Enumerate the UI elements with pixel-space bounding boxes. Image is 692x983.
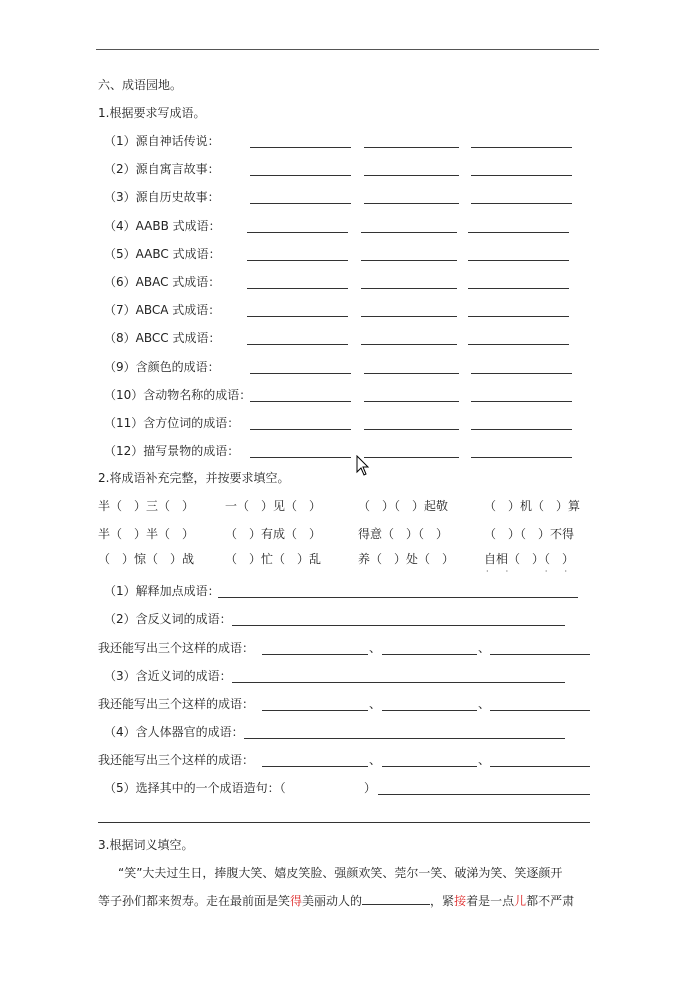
q1-answer-blank[interactable] [468,232,569,233]
text-run: ，紧 [430,894,455,908]
q1-answer-blank[interactable] [250,175,351,176]
q1-answer-blank[interactable] [364,175,459,176]
q1-answer-blank[interactable] [471,457,572,458]
q1-title: 1.根据要求写成语。 [98,106,206,120]
q2-title: 2.将成语补充完整，并按要求填空。 [98,471,290,485]
q1-answer-blank[interactable] [361,260,457,261]
q1-answer-blank[interactable] [364,203,459,204]
q2-more-blank[interactable] [262,654,368,655]
q1-answer-blank[interactable] [247,288,348,289]
comma: 、 [369,641,382,655]
q1-item-label: （2）源自寓言故事： [104,162,220,176]
q2-more-blank[interactable] [382,766,477,767]
q1-answer-blank[interactable] [250,147,351,148]
q1-item-label: （7）ABCA 式成语： [104,303,221,317]
q1-answer-blank[interactable] [364,401,459,402]
comma: 、 [478,641,491,655]
q2-sub5-sentence-line-2[interactable] [98,822,590,823]
q2-sub5-label: （5）选择其中的一个成语造句：（ [104,781,286,795]
idiom-fill-item[interactable]: 自相（ ）（ ） [484,552,575,566]
emphasis-dots: · · · · [486,567,572,576]
q2-more-blank[interactable] [262,766,368,767]
comma: 、 [369,697,382,711]
text-run: 都不严肃 [526,894,575,908]
q1-item-label: （4）AABB 式成语： [104,219,221,233]
idiom-fill-item[interactable]: 半（ ）三（ ） [98,499,195,513]
q2-more-blank[interactable] [490,710,590,711]
q2-more-label: 我还能写出三个这样的成语： [98,641,255,655]
q1-answer-blank[interactable] [468,316,569,317]
q1-item-label: （12）描写景物的成语： [104,444,240,458]
q2-more-blank[interactable] [262,710,368,711]
mouse-cursor-icon [356,455,370,477]
q2-sub5-close: ） [364,781,377,795]
q1-answer-blank[interactable] [471,203,572,204]
header-rule [96,49,599,50]
q1-answer-blank[interactable] [250,373,351,374]
q2-more-blank[interactable] [382,654,477,655]
q2-sub5-sentence-line[interactable] [378,794,590,795]
q1-answer-blank[interactable] [361,288,457,289]
q1-item-label: （11）含方位词的成语： [104,416,240,430]
q2-sub1-label: （1）解释加点成语： [104,584,220,598]
q3-paragraph-line2 [98,894,574,908]
q1-answer-blank[interactable] [468,260,569,261]
q1-item-label: （3）源自历史故事： [104,190,220,204]
q1-answer-blank[interactable] [364,147,459,148]
q1-answer-blank[interactable] [250,401,351,402]
q1-answer-blank[interactable] [247,260,348,261]
q1-answer-blank[interactable] [364,457,459,458]
comma: 、 [478,697,491,711]
q1-answer-blank[interactable] [471,175,572,176]
text-run: 美丽动人的 [302,894,363,908]
q1-answer-blank[interactable] [361,344,457,345]
comma: 、 [478,753,491,767]
q1-answer-blank[interactable] [247,232,348,233]
q2-sub4-label: （4）含人体器官的成语： [104,725,244,739]
q1-answer-blank[interactable] [364,429,459,430]
highlight-char: 接 [454,894,467,908]
idiom-fill-item[interactable]: （ ）忙（ ）乱 [225,552,322,566]
q1-item-label: （5）AABC 式成语： [104,247,221,261]
q2-sub3-label: （3）含近义词的成语： [104,669,232,683]
idiom-fill-item[interactable]: （ ）惊（ ）战 [98,552,195,566]
highlight-char: 得 [290,894,303,908]
idiom-fill-item[interactable]: （ ）机（ ）算 [484,499,581,513]
q1-answer-blank[interactable] [364,373,459,374]
q3-blank[interactable] [362,894,430,905]
q2-more-label: 我还能写出三个这样的成语： [98,753,255,767]
q2-sub2-label: （2）含反义词的成语： [104,612,232,626]
q1-answer-blank[interactable] [247,344,348,345]
q1-answer-blank[interactable] [471,429,572,430]
idiom-fill-item[interactable]: （ ）有成（ ） [225,527,322,541]
q2-more-blank[interactable] [382,710,477,711]
q1-answer-blank[interactable] [468,344,569,345]
q1-answer-blank[interactable] [468,288,569,289]
q1-answer-blank[interactable] [250,203,351,204]
q2-sub2-answer-line[interactable] [232,625,565,626]
q1-answer-blank[interactable] [471,373,572,374]
q2-more-blank[interactable] [490,654,590,655]
highlight-char: 儿 [514,894,527,908]
idiom-fill-item[interactable]: （ ）（ ）不得 [484,527,575,541]
q1-item-label: （8）ABCC 式成语： [104,331,221,345]
q1-answer-blank[interactable] [471,401,572,402]
q1-answer-blank[interactable] [250,457,351,458]
q3-paragraph-line1: “笑”大夫过生日，捧腹大笑、嬉皮笑脸、强颜欢笑、莞尔一笑、破涕为笑、笑逐颜开 [118,866,563,880]
q2-sub4-answer-line[interactable] [244,738,565,739]
idiom-fill-item[interactable]: 一（ ）见（ ） [225,499,322,513]
q1-answer-blank[interactable] [250,429,351,430]
q2-more-blank[interactable] [490,766,590,767]
q1-answer-blank[interactable] [247,316,348,317]
q1-answer-blank[interactable] [471,147,572,148]
comma: 、 [369,753,382,767]
q1-item-label: （9）含颜色的成语： [104,360,220,374]
section-title: 六、成语园地。 [98,78,183,92]
text-run: 着是一点 [466,894,515,908]
idiom-fill-item[interactable]: 半（ ）半（ ） [98,527,195,541]
q1-item-label: （1）源自神话传说： [104,134,220,148]
idiom-fill-item[interactable]: 得意（ ）（ ） [358,527,449,541]
q1-item-label: （10）含动物名称的成语： [104,388,252,402]
q2-more-label: 我还能写出三个这样的成语： [98,697,255,711]
idiom-fill-item[interactable]: 养（ ）处（ ） [358,552,455,566]
q2-sub3-answer-line[interactable] [232,682,565,683]
q1-answer-blank[interactable] [361,316,457,317]
q1-item-label: （6）ABAC 式成语： [104,275,221,289]
idiom-fill-item[interactable]: （ ）（ ）起敬 [358,499,449,513]
q2-sub1-answer-line[interactable] [218,597,578,598]
q1-answer-blank[interactable] [361,232,457,233]
q3-title: 3.根据词义填空。 [98,838,194,852]
text-run: 等子孙们都来贺寿。走在最前面是笑 [98,894,291,908]
